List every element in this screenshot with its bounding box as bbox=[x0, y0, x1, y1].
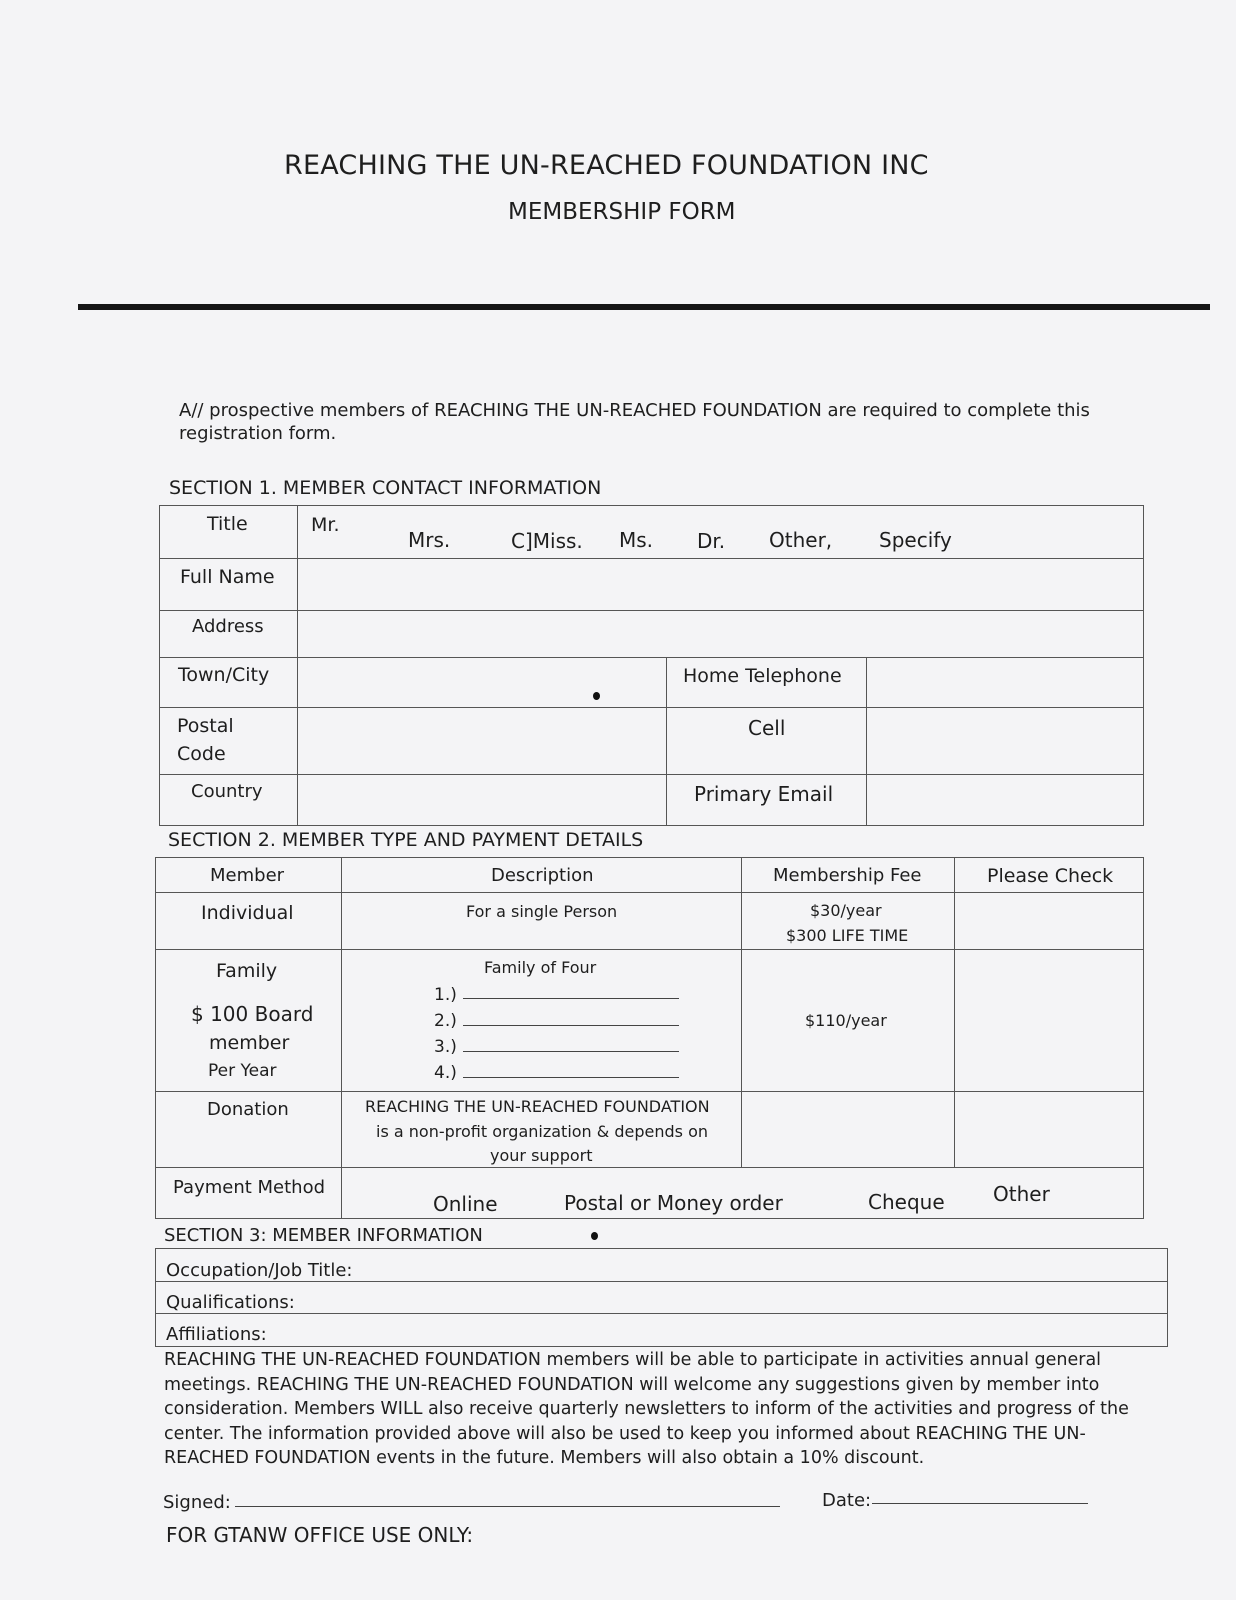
col-check-header: Please Check bbox=[987, 865, 1114, 887]
family-member-1-line[interactable] bbox=[463, 998, 679, 999]
individual-label: Individual bbox=[201, 902, 294, 924]
section2-heading: SECTION 2. MEMBER TYPE AND PAYMENT DETAILS bbox=[168, 829, 644, 851]
date-label: Date: bbox=[822, 1490, 872, 1511]
org-title: REACHING THE UN-REACHED FOUNDATION INC bbox=[284, 150, 929, 181]
title-option-dr[interactable]: Dr. bbox=[697, 529, 726, 553]
header-divider bbox=[78, 304, 1210, 310]
payment-option-online[interactable]: Online bbox=[433, 1192, 498, 1216]
family-description: Family of Four bbox=[484, 958, 597, 977]
donation-amount-field[interactable] bbox=[743, 1093, 952, 1165]
affiliations-field[interactable] bbox=[272, 1315, 1165, 1344]
family-member-3-label: 3.) bbox=[434, 1037, 457, 1057]
payment-method-label: Payment Method bbox=[173, 1177, 326, 1198]
family-label: Family bbox=[216, 960, 278, 982]
country-field[interactable] bbox=[299, 776, 664, 823]
donation-label: Donation bbox=[207, 1099, 289, 1120]
title-option-specify[interactable]: Specify bbox=[879, 528, 952, 552]
office-use-label: FOR GTANW OFFICE USE ONLY: bbox=[166, 1523, 474, 1547]
intro-text-line2: registration form. bbox=[179, 423, 337, 444]
col-description-header: Description bbox=[491, 865, 594, 886]
closing-line-3: consideration. Members WILL also receive quarterly newsletters to inform of the activities and progress of the bbox=[164, 1399, 1129, 1419]
individual-check-box[interactable] bbox=[956, 894, 1142, 948]
signed-label: Signed: bbox=[163, 1492, 231, 1513]
closing-paragraph bbox=[164, 1348, 1164, 1471]
postal-code-field[interactable] bbox=[299, 709, 664, 772]
title-option-mrs[interactable]: Mrs. bbox=[408, 528, 451, 552]
family-per-year-label: Per Year bbox=[208, 1061, 277, 1081]
individual-fee-year: $30/year bbox=[810, 901, 882, 920]
title-option-mr[interactable]: Mr. bbox=[311, 514, 340, 536]
family-member-4-line[interactable] bbox=[463, 1077, 679, 1078]
full-name-label: Full Name bbox=[180, 566, 275, 588]
closing-line-5: REACHED FOUNDATION events in the future. Members will also obtain a 10% discount. bbox=[164, 1448, 925, 1468]
town-city-label: Town/City bbox=[178, 664, 270, 686]
intro-text-line1: A// prospective members of REACHING THE UN-REACHED FOUNDATION are required to complete this bbox=[179, 400, 1090, 421]
town-city-field[interactable] bbox=[299, 659, 664, 705]
primary-email-field[interactable] bbox=[868, 776, 1142, 823]
ink-spot bbox=[593, 692, 600, 700]
donation-check-box[interactable] bbox=[956, 1093, 1142, 1165]
primary-email-label: Primary Email bbox=[694, 782, 834, 806]
home-telephone-field[interactable] bbox=[868, 659, 1142, 705]
title-option-other[interactable]: Other, bbox=[769, 528, 833, 552]
donation-desc-line3: your support bbox=[490, 1146, 593, 1165]
family-fee: $110/year bbox=[805, 1011, 887, 1030]
title-option-ms[interactable]: Ms. bbox=[619, 528, 654, 552]
title-option-miss[interactable]: C]Miss. bbox=[511, 529, 583, 553]
home-telephone-label: Home Telephone bbox=[683, 665, 842, 687]
postal-code-label-line2: Code bbox=[177, 743, 226, 765]
donation-desc-line1: REACHING THE UN-REACHED FOUNDATION bbox=[365, 1097, 710, 1116]
signature-line[interactable] bbox=[235, 1506, 780, 1507]
country-label: Country bbox=[191, 781, 263, 802]
affiliations-label: Affiliations: bbox=[166, 1324, 267, 1345]
payment-option-other[interactable]: Other bbox=[993, 1182, 1050, 1206]
title-label: Title bbox=[207, 513, 248, 535]
family-member-2-line[interactable] bbox=[463, 1025, 679, 1026]
occupation-label: Occupation/Job Title: bbox=[166, 1260, 353, 1281]
qualifications-field[interactable] bbox=[300, 1283, 1165, 1311]
family-member-2-label: 2.) bbox=[434, 1011, 457, 1031]
closing-line-4: center. The information provided above will also be used to keep you informed about REACHING THE UN- bbox=[164, 1423, 1086, 1444]
qualifications-label: Qualifications: bbox=[166, 1292, 295, 1313]
individual-fee-lifetime: $300 LIFE TIME bbox=[786, 926, 909, 945]
address-field[interactable] bbox=[299, 612, 1142, 655]
full-name-field[interactable] bbox=[299, 560, 1142, 608]
family-member-4-label: 4.) bbox=[434, 1063, 457, 1083]
donation-desc-line2: is a non-profit organization & depends on bbox=[376, 1122, 708, 1141]
address-label: Address bbox=[192, 616, 264, 637]
cell-label: Cell bbox=[748, 716, 786, 740]
postal-code-label-line1: Postal bbox=[177, 715, 234, 737]
family-board-label: $ 100 Board bbox=[191, 1002, 314, 1026]
family-member-3-line[interactable] bbox=[463, 1051, 679, 1052]
col-fee-header: Membership Fee bbox=[773, 865, 922, 886]
payment-option-cheque[interactable]: Cheque bbox=[868, 1190, 945, 1214]
closing-line-1: REACHING THE UN-REACHED FOUNDATION members will be able to participate in activities annual general bbox=[164, 1350, 1102, 1370]
form-title: MEMBERSHIP FORM bbox=[508, 199, 736, 225]
family-check-box[interactable] bbox=[956, 951, 1142, 1089]
family-member-1-label: 1.) bbox=[434, 985, 457, 1005]
payment-option-postal-money-order[interactable]: Postal or Money order bbox=[564, 1191, 783, 1215]
col-member-header: Member bbox=[210, 865, 285, 886]
family-member-label: member bbox=[209, 1032, 290, 1054]
date-line[interactable] bbox=[872, 1503, 1088, 1504]
cell-field[interactable] bbox=[868, 709, 1142, 772]
section1-heading: SECTION 1. MEMBER CONTACT INFORMATION bbox=[169, 477, 602, 499]
ink-spot bbox=[591, 1232, 598, 1240]
occupation-field[interactable] bbox=[362, 1250, 1165, 1279]
section3-heading: SECTION 3: MEMBER INFORMATION bbox=[164, 1225, 483, 1246]
individual-description: For a single Person bbox=[466, 902, 618, 921]
closing-line-2: meetings. REACHING THE UN-REACHED FOUNDATION will welcome any suggestions given by member into bbox=[164, 1374, 1100, 1395]
